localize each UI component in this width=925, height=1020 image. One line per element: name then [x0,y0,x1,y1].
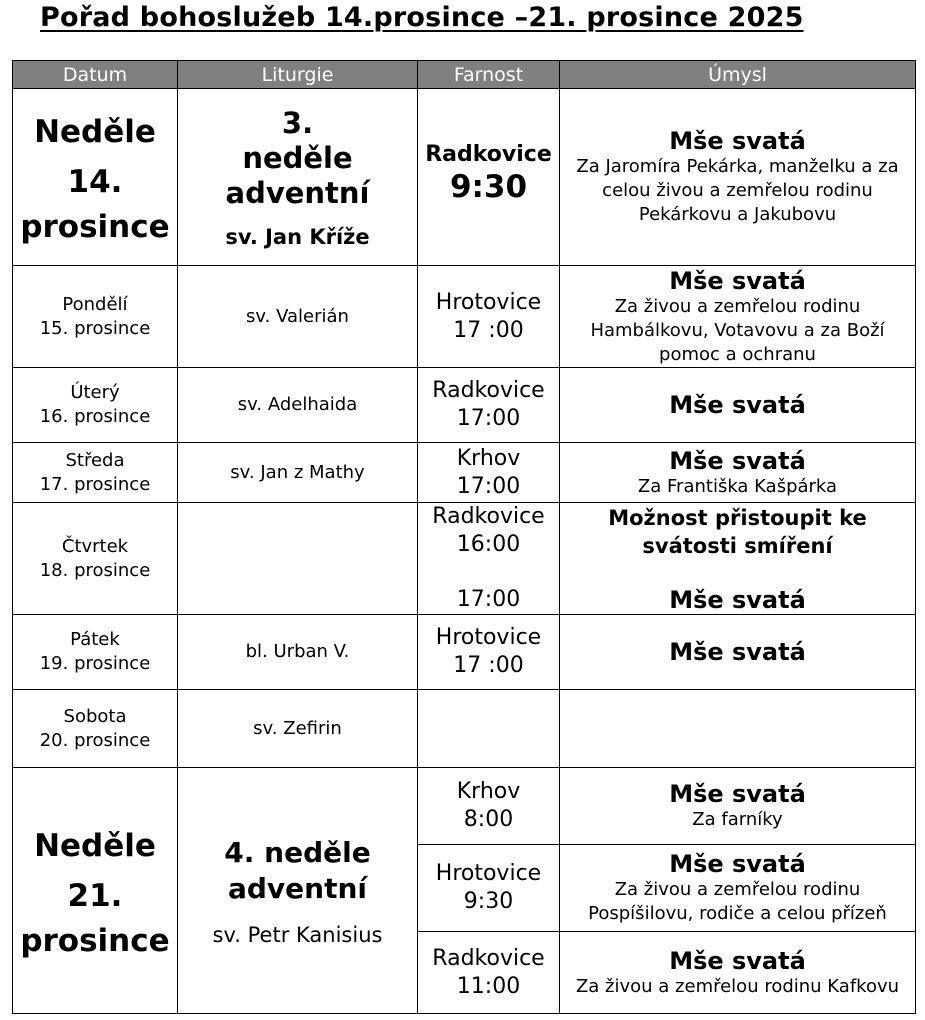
intention-cell [560,690,916,768]
table-row [13,443,916,503]
saint-name: sv. Zefirin [178,690,418,768]
mass-time: 17:00 [456,587,521,612]
mass-time: 17 :00 [453,317,524,343]
intention-cell [560,615,916,690]
parish-name: Hrotovice [435,625,542,650]
mass-label: Mše svatá [669,946,806,975]
day-date: 15. prosince [39,317,151,339]
day-name: Úterý [70,382,120,403]
header-umysl: Úmysl [560,61,916,89]
mass-time: 9:30 [449,169,528,205]
parish-cell [418,615,560,690]
parish-cell [418,368,560,443]
day-name: Středa [65,449,125,471]
table-row [13,768,916,845]
mass-time: 9:30 [463,889,514,914]
header-liturgie: Liturgie [178,61,418,89]
liturgy-line: neděle [242,140,353,175]
confession-text: Možnost přistoupit ke svátosti smíření [608,505,867,558]
liturgy-cell [178,89,418,266]
mass-label: Mše svatá [669,391,806,419]
mass-label: Mše svatá [669,266,806,295]
mass-time: 8:00 [463,807,514,832]
table-row [13,690,916,768]
day-month: prosince [20,209,170,245]
header-row [13,61,916,89]
parish-name: Radkovice [432,945,545,971]
date-cell [13,615,178,690]
liturgy-line: adventní [227,871,368,905]
mass-label: Mše svatá [669,446,806,475]
liturgy-line: 4. neděle [224,835,371,869]
intention-text: Za Jaromíra Pekárka, manželku a za celou živou a zemřelou rodinu Pekárkovu a Jakubovu [576,156,899,225]
date-cell [13,503,178,615]
table-row [13,89,916,266]
liturgy-cell [178,503,418,615]
mass-label: Mše svatá [669,780,806,808]
parish-name: Hrotovice [435,289,542,315]
day-name: Pátek [70,629,120,650]
day-name: Sobota [63,705,127,727]
intention-text: Za živou a zemřelou rodinu Pospíšilovu, rodiče a celou přízeň [588,879,887,924]
day-date: 17. prosince [39,473,151,495]
liturgy-line: 3. [281,105,314,140]
parish-cell [418,768,560,845]
header-datum: Datum [13,61,178,89]
parish-cell [418,690,560,768]
parish-cell [418,932,560,1014]
intention-cell [560,768,916,845]
date-cell [13,368,178,443]
intention-cell [560,845,916,932]
saint-name: sv. Jan z Mathy [178,443,418,503]
intention-text: Za živou a zemřelou rodinu Kafkovu [575,975,900,997]
table-row [13,503,916,615]
parish-name: Radkovice [432,378,545,403]
saint-name: sv. Valerián [178,266,418,368]
day-name: Čtvrtek [61,535,129,557]
day-date: 21. [67,877,123,914]
mass-time: 16:00 [456,532,521,557]
parish-cell [418,503,560,615]
parish-cell [418,266,560,368]
date-cell [13,443,178,503]
day-name: Neděle [34,114,156,150]
parish-cell [418,845,560,932]
intention-text: Za farníky [692,809,783,830]
liturgy-line: adventní [225,175,370,210]
intention-cell [560,932,916,1014]
intention-cell [560,443,916,503]
mass-label: Mše svatá [669,850,806,878]
saint-name: bl. Urban V. [178,615,418,690]
page-title: Pořad bohoslužeb 14.prosince –21. prosince 2025 [40,2,804,33]
day-name: Pondělí [62,293,128,315]
date-cell [13,266,178,368]
day-date: 20. prosince [39,729,151,751]
table-row [13,368,916,443]
intention-cell [560,503,916,615]
mass-time: 17:00 [456,473,521,499]
day-date: 16. prosince [39,406,151,427]
parish-name: Hrotovice [435,861,542,886]
saint-name: sv. Jan Kříže [225,224,370,249]
saint-name: sv. Petr Kanisius [212,922,383,947]
intention-cell [560,89,916,266]
day-date: 18. prosince [39,559,151,581]
intention-text: Za živou a zemřelou rodinu Hambálkovu, Votavovu a za Boží pomoc a ochranu [590,295,885,365]
parish-name: Krhov [456,779,521,804]
intention-text: Za Františka Kašpárka [637,475,838,497]
liturgy-cell [178,768,418,1014]
header-farnost: Farnost [418,61,560,89]
date-cell [13,768,178,1014]
parish-name: Radkovice [432,504,545,529]
day-name: Neděle [34,827,156,864]
date-cell [13,89,178,266]
parish-name: Radkovice [425,142,552,167]
day-date: 14. [67,164,123,200]
day-date: 19. prosince [39,653,151,674]
mass-time: 17:00 [456,406,521,431]
parish-cell [418,443,560,503]
parish-name: Krhov [456,445,521,471]
table-row [13,266,916,368]
table-row [13,615,916,690]
day-month: prosince [20,922,170,959]
intention-cell [560,368,916,443]
mass-label: Mše svatá [669,638,806,666]
schedule-table [12,60,916,1014]
mass-label: Mše svatá [669,127,806,155]
mass-time: 11:00 [456,973,521,999]
date-cell [13,690,178,768]
saint-name: sv. Adelhaida [178,368,418,443]
parish-cell [418,89,560,266]
mass-label: Mše svatá [669,585,806,614]
mass-time: 17 :00 [453,653,524,678]
intention-cell [560,266,916,368]
